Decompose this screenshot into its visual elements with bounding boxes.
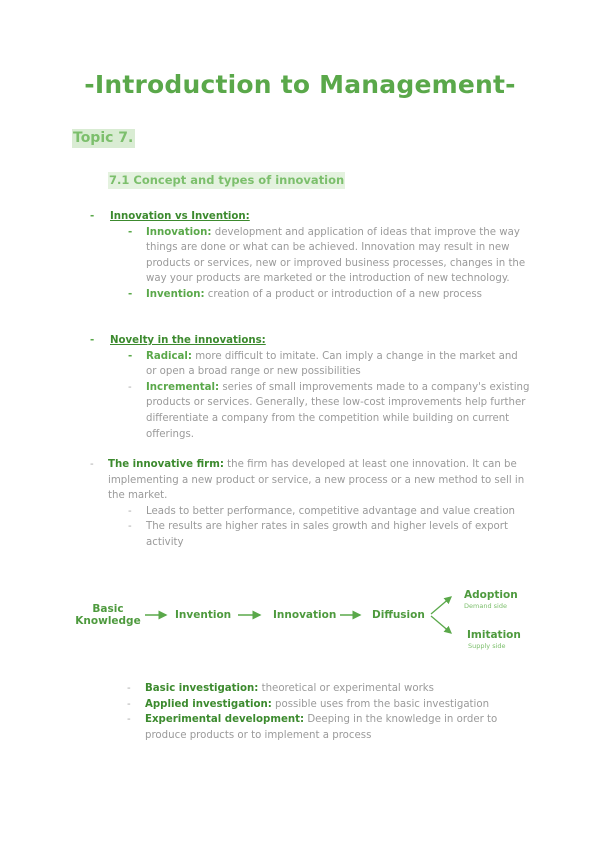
list-text: Leads to better performance, competitive advantage and value creation	[146, 505, 516, 517]
node-label-line1: Basic	[92, 603, 124, 615]
node-diffusion: Diffusion	[372, 609, 425, 621]
list-item	[127, 712, 532, 743]
section-heading: Innovation vs Invention:	[110, 211, 250, 222]
node-label-line2: Knowledge	[75, 615, 141, 627]
list-item	[128, 225, 530, 287]
term: Invention:	[146, 288, 205, 300]
list-item	[90, 209, 530, 225]
term: Experimental development:	[145, 714, 305, 726]
node-imitation-sub: Supply side	[468, 642, 506, 650]
list-item	[128, 349, 530, 380]
definition: series of small improvements made to a company's existing products or services. Generally, these low-cost improvements help further differentiate a company from the competition while building on current offerings.	[146, 381, 530, 440]
node-invention: Invention	[175, 609, 232, 621]
list-item	[128, 287, 530, 303]
list-item	[90, 333, 530, 349]
topic-heading: Topic 7.	[73, 130, 134, 146]
bullet-dash: -	[90, 335, 95, 346]
bullet-dash: -	[127, 714, 131, 726]
bullet-dash: -	[90, 459, 94, 470]
bullet-dash: -	[128, 381, 132, 393]
node-imitation: Imitation	[467, 629, 521, 641]
list-text: The results are higher rates in sales growth and higher levels of export activity	[146, 521, 508, 548]
section-innovation-vs-invention	[90, 209, 530, 303]
node-adoption-sub: Demand side	[464, 602, 507, 610]
bullet-dash: -	[90, 211, 95, 222]
list-item	[90, 457, 530, 504]
term: Applied investigation:	[145, 698, 272, 710]
definition: the firm has developed at least one innovation. It can be implementing a new product or service, a new process or a new method to sell in the market.	[108, 459, 525, 502]
definition: creation of a product or introduction of a new process	[204, 288, 482, 300]
bullet-dash: -	[127, 683, 131, 694]
subtopic-heading: 7.1 Concept and types of innovation	[109, 173, 345, 187]
document-title: -Introduction to Management-	[84, 70, 516, 99]
bullet-dash: -	[128, 226, 133, 238]
definition: development and application of ideas that improve the way things are done or what can be achieved. Innovation may result in new products or services, new or improved business processes, changes in the way your products are marketed or the introduction of new technology.	[146, 226, 526, 285]
bullet-dash: -	[127, 698, 131, 710]
section-novelty	[90, 333, 530, 442]
definition: theoretical or experimental works	[258, 683, 434, 694]
list-item	[128, 519, 528, 550]
term: Incremental:	[146, 381, 220, 393]
definition: more difficult to imitate. Can imply a change in the market and or open a broad range or new possibilities	[146, 350, 518, 378]
node-basic-knowledge	[72, 603, 144, 627]
node-innovation: Innovation	[273, 609, 337, 621]
list-item	[127, 697, 532, 713]
list-item	[127, 681, 532, 697]
bullet-dash: -	[128, 288, 133, 300]
section-investigation	[127, 681, 532, 743]
list-item	[128, 504, 528, 520]
bullet-dash: -	[128, 505, 132, 517]
node-adoption: Adoption	[464, 589, 518, 601]
term: Radical:	[146, 350, 192, 362]
list-item	[128, 380, 530, 442]
term: Basic investigation:	[145, 683, 259, 694]
definition: Deeping in the knowledge in order to produce products or to implement a process	[145, 714, 498, 741]
term: Innovation:	[146, 226, 212, 238]
definition: possible uses from the basic investigation	[271, 698, 490, 710]
bullet-dash: -	[128, 350, 133, 362]
section-innovative-firm	[90, 457, 530, 551]
term: The innovative firm:	[108, 459, 224, 470]
section-heading: Novelty in the innovations:	[110, 335, 266, 346]
bullet-dash: -	[128, 521, 132, 533]
